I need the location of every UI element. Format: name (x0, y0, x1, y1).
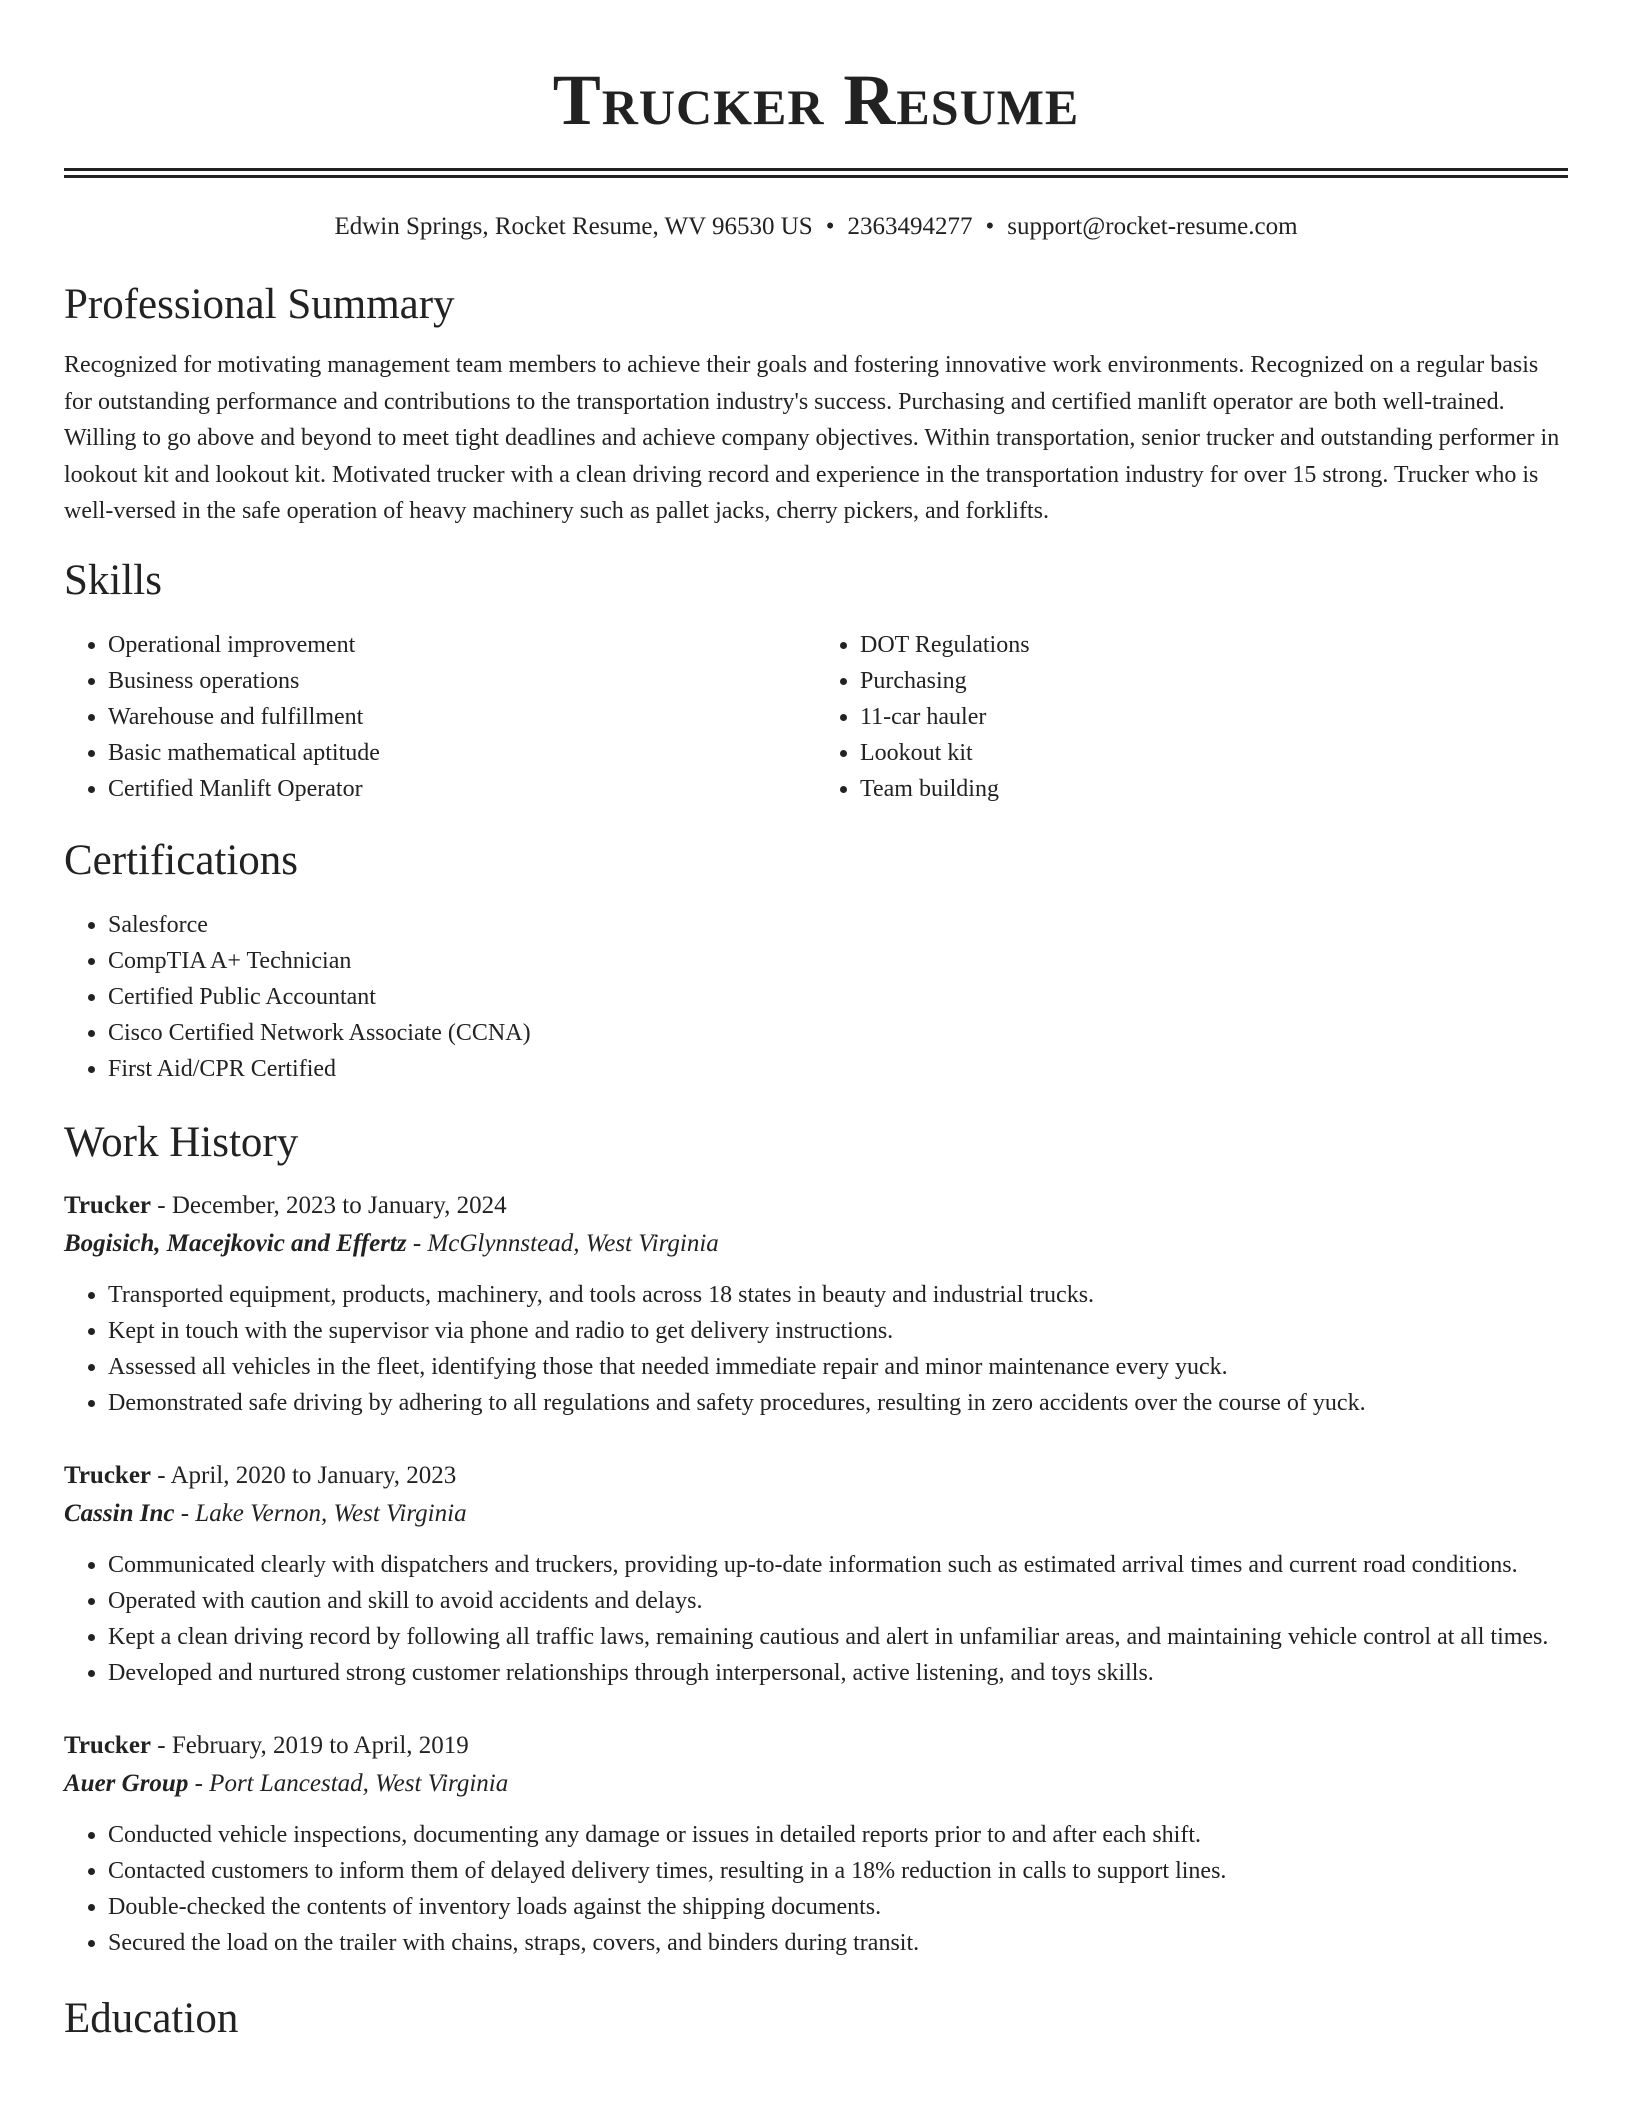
job-bullet: • Double-checked the contents of inventory loads against the shipping documents. (108, 1889, 1568, 1925)
job-bullet: • Contacted customers to inform them of delayed delivery times, resulting in a 18% reduction in calls to support lines. (108, 1853, 1568, 1889)
certifications-section (64, 835, 1568, 1087)
job-bullet: • Demonstrated safe driving by adhering to all regulations and safety procedures, resulting in zero accidents over the course of yuck. (108, 1385, 1568, 1421)
skill-item: • Purchasing (860, 663, 1568, 699)
job-bullet: • Transported equipment, products, machinery, and tools across 18 states in beauty and industrial trucks. (108, 1277, 1568, 1313)
skill-item: • DOT Regulations (860, 627, 1568, 663)
skill-item: • 11-car hauler (860, 699, 1568, 735)
job-company-line (64, 1765, 1568, 1803)
certification-item: • Salesforce (108, 907, 1568, 943)
work-history-section (64, 1117, 1568, 1961)
job-location: - Lake Vernon, West Virginia (174, 1499, 467, 1527)
job-title-line (64, 1187, 1568, 1225)
summary-text: Recognized for motivating management team members to achieve their goals and fostering innovative work environments. Recognized on a regular basis for outstanding performance and contributions to the transportation industry's success. Purchasing and certified manlift operator are both well-trained. Willing to go above and beyond to meet tight deadlines and achieve company objectives. Within transportation, senior trucker and outstanding performer in lookout kit and lookout kit. Motivated trucker with a clean driving record and experience in the transportation industry for over 15 strong. Trucker who is well-versed in the safe operation of heavy machinery such as pallet jacks, cherry pickers, and forklifts. (64, 352, 1560, 524)
job-bullet: • Kept a clean driving record by following all traffic laws, remaining cautious and alert in unfamiliar areas, and maintaining vehicle control at all times. (108, 1619, 1568, 1655)
job-bullet: • Communicated clearly with dispatchers and truckers, providing up-to-date information such as estimated arrival times and current road conditions. (108, 1547, 1568, 1583)
job-title-line (64, 1457, 1568, 1495)
job-bullets (64, 1277, 1568, 1421)
education-section (64, 1993, 1568, 2045)
skill-item: • Lookout kit (860, 735, 1568, 771)
job-entry (64, 1457, 1568, 1691)
skills-heading: Skills (64, 556, 162, 604)
job-entry (64, 1187, 1568, 1421)
skill-item: • Warehouse and fulfillment (108, 699, 816, 735)
job-bullet: • Conducted vehicle inspections, documenting any damage or issues in detailed reports prior to and after each shift. (108, 1817, 1568, 1853)
skill-item: • Business operations (108, 663, 816, 699)
certification-item: • First Aid/CPR Certified (108, 1051, 1568, 1087)
skills-section (64, 555, 1568, 807)
job-bullet: • Developed and nurtured strong customer relationships through interpersonal, active listening, and toys skills. (108, 1655, 1568, 1691)
certification-item: • Cisco Certified Network Associate (CCNA) (108, 1015, 1568, 1051)
contact-address: Edwin Springs, Rocket Resume, WV 96530 US (334, 213, 813, 240)
certifications-list (64, 907, 1568, 1087)
contact-line (64, 211, 1568, 243)
job-dates: - April, 2020 to January, 2023 (151, 1461, 457, 1489)
skills-columns (64, 627, 1568, 807)
job-role: Trucker (64, 1731, 152, 1759)
skill-item: • Basic mathematical aptitude (108, 735, 816, 771)
summary-heading: Professional Summary (64, 281, 455, 328)
job-role: Trucker (64, 1191, 152, 1219)
contact-separator: • (825, 213, 835, 240)
resume-title: Trucker Resume (552, 60, 1080, 140)
job-title-line (64, 1727, 1568, 1765)
contact-phone: 2363494277 (847, 213, 973, 240)
title-divider (64, 168, 1568, 178)
job-bullet: • Assessed all vehicles in the fleet, identifying those that needed immediate repair and minor maintenance every yuck. (108, 1349, 1568, 1385)
skill-item: • Team building (860, 771, 1568, 807)
job-bullets (64, 1547, 1568, 1691)
contact-email: support@rocket-resume.com (1007, 213, 1298, 240)
job-company: Cassin Inc (64, 1499, 175, 1527)
job-dates: - February, 2019 to April, 2019 (151, 1731, 469, 1759)
job-company-line (64, 1225, 1568, 1263)
job-dates: - December, 2023 to January, 2024 (151, 1191, 507, 1219)
certification-item: • CompTIA A+ Technician (108, 943, 1568, 979)
skills-list-left (64, 627, 816, 807)
resume-page (64, 0, 1568, 2045)
summary-section (64, 279, 1568, 530)
certifications-heading: Certifications (64, 836, 299, 884)
skill-item: • Certified Manlift Operator (108, 771, 816, 807)
job-location: - McGlynnstead, West Virginia (406, 1229, 719, 1257)
job-bullet: • Secured the load on the trailer with chains, straps, covers, and binders during transit. (108, 1925, 1568, 1961)
education-heading: Education (64, 1994, 239, 2042)
job-company-line (64, 1495, 1568, 1533)
skills-list-right (816, 627, 1568, 807)
job-bullet: • Kept in touch with the supervisor via phone and radio to get delivery instructions. (108, 1313, 1568, 1349)
job-location: - Port Lancestad, West Virginia (188, 1769, 509, 1797)
job-company: Auer Group (64, 1769, 189, 1797)
certification-item: • Certified Public Accountant (108, 979, 1568, 1015)
job-entry (64, 1727, 1568, 1961)
contact-separator: • (985, 213, 995, 240)
job-bullets (64, 1817, 1568, 1961)
job-bullet: • Operated with caution and skill to avoid accidents and delays. (108, 1583, 1568, 1619)
skill-item: • Operational improvement (108, 627, 816, 663)
job-role: Trucker (64, 1461, 152, 1489)
job-company: Bogisich, Macejkovic and Effertz (64, 1229, 407, 1257)
work-history-heading: Work History (64, 1118, 299, 1166)
